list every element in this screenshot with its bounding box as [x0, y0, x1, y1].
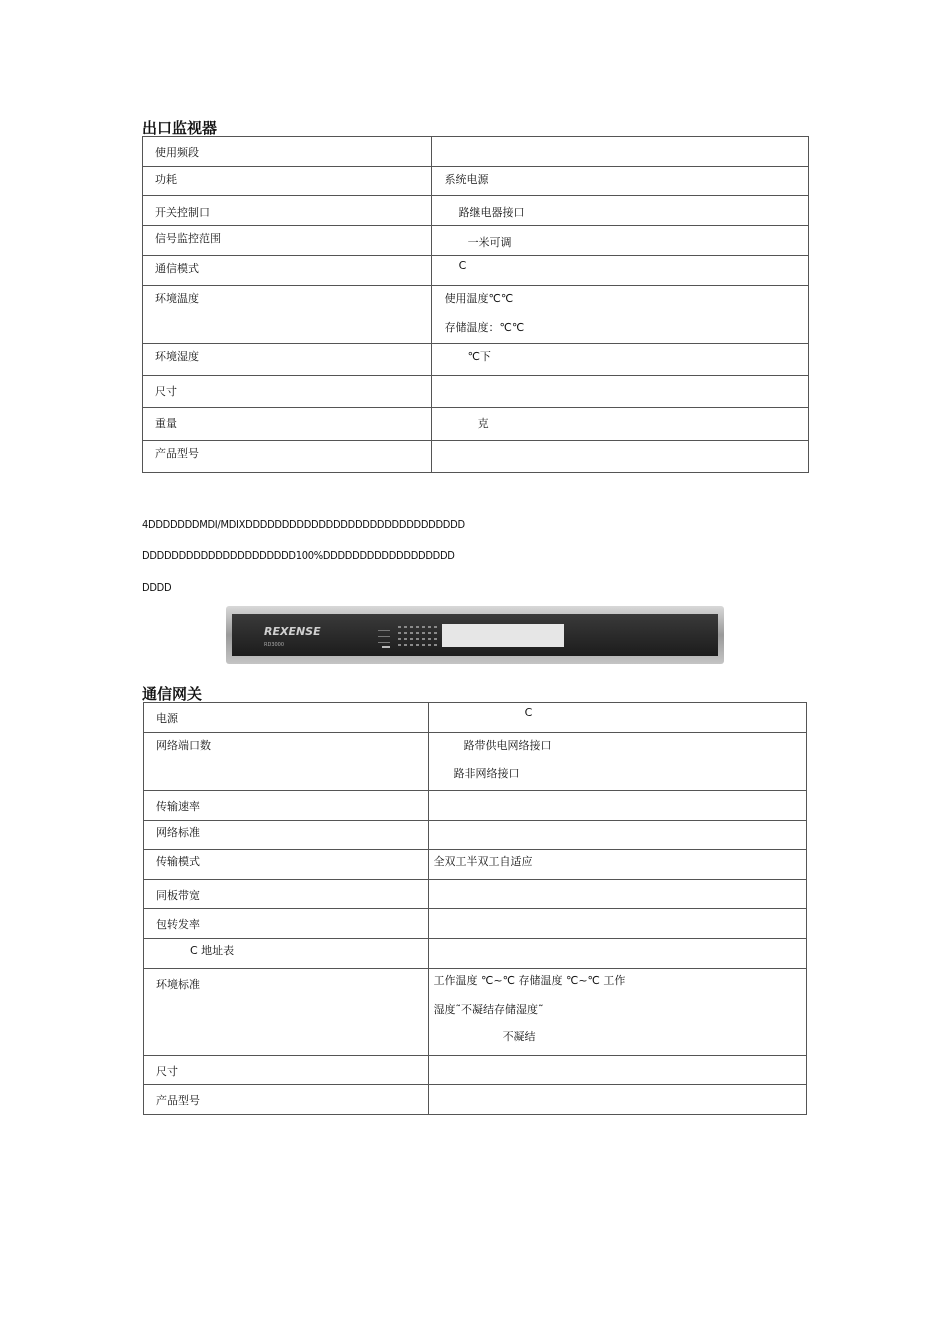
table-row [144, 703, 807, 733]
table-row [144, 821, 807, 850]
spec-label: 电源 [156, 712, 178, 725]
body-text-line: DDDD [142, 581, 172, 594]
table-row [144, 1056, 807, 1085]
spec-value: 存储温度：℃℃ [444, 321, 525, 334]
device-brand: REXENSE [264, 625, 321, 638]
table-row [143, 286, 809, 344]
table-row [143, 408, 809, 441]
spec-label: C 地址表 [190, 944, 235, 957]
spec-label: 环境温度 [155, 292, 199, 305]
spec-label: 重量 [155, 417, 177, 430]
spec-value: 系统电源 [444, 173, 489, 186]
table-row [143, 441, 809, 473]
spec-label: 产品型号 [155, 447, 199, 460]
spec-label: 使用频段 [155, 146, 199, 159]
table-row [143, 256, 809, 286]
spec-value: ℃下 [467, 350, 491, 363]
table-row [144, 939, 807, 969]
table-row [144, 1085, 807, 1115]
gateway-device-image [226, 606, 724, 664]
table-row [143, 226, 809, 256]
spec-value: 工作温度 ℃~℃ 存储温度 ℃~℃ 工作 [433, 974, 626, 987]
table-row [144, 880, 807, 909]
table-row [144, 850, 807, 880]
spec-value: 路带供电网络接口 [463, 739, 552, 752]
spec-label: 网络端口数 [156, 739, 211, 752]
spec-value: 全双工半双工自适应 [433, 855, 533, 868]
section2-title: 通信网关 [142, 685, 203, 703]
spec-label: 产品型号 [156, 1094, 200, 1107]
spec-value: 路继电器接口 [458, 206, 525, 219]
spec-value: 湿度˜不凝结存储湿度˜ [433, 1003, 544, 1016]
spec-value: 路非网络接口 [453, 767, 520, 780]
spec-label: 尺寸 [156, 1065, 178, 1078]
spec-label: 环境标准 [156, 978, 200, 991]
spec-label: 开关控制口 [155, 206, 210, 219]
spec-label: 传输速率 [156, 800, 200, 813]
spec-label: 信号监控范围 [155, 232, 221, 245]
spec-label: 同板带宽 [156, 889, 200, 902]
spec-value: C [524, 706, 533, 719]
monitor-spec-table [142, 136, 809, 473]
device-model: RD3000 [264, 642, 285, 648]
table-row [144, 791, 807, 821]
spec-label: 通信模式 [155, 262, 199, 275]
spec-label: 尺寸 [155, 385, 177, 398]
spec-value: C [458, 259, 467, 272]
table-row [143, 344, 809, 376]
body-text-line: 4DDDDDDDMDI/MDIXDDDDDDDDDDDDDDDDDDDDDDDDDDDDDD [142, 518, 465, 531]
gateway-spec-table [143, 702, 807, 1115]
body-text-line: DDDDDDDDDDDDDDDDDDDDD100%DDDDDDDDDDDDDDDDDD [142, 549, 455, 562]
spec-value: 不凝结 [502, 1030, 536, 1043]
table-row [143, 137, 809, 167]
spec-label: 功耗 [155, 173, 177, 186]
spec-value: 一米可调 [467, 236, 512, 249]
spec-label: 网络标准 [156, 826, 200, 839]
spec-label: 传输模式 [156, 855, 200, 868]
spec-label: 包转发率 [156, 918, 200, 931]
spec-value: 使用温度℃℃ [444, 292, 514, 305]
table-row [143, 196, 809, 226]
table-row [143, 376, 809, 408]
table-row [144, 969, 807, 1056]
table-row [143, 167, 809, 196]
section1-title: 出口监视器 [142, 119, 218, 137]
spec-label: 环境湿度 [155, 350, 199, 363]
table-row [144, 909, 807, 939]
table-row [144, 733, 807, 791]
spec-value: 克 [477, 417, 489, 430]
